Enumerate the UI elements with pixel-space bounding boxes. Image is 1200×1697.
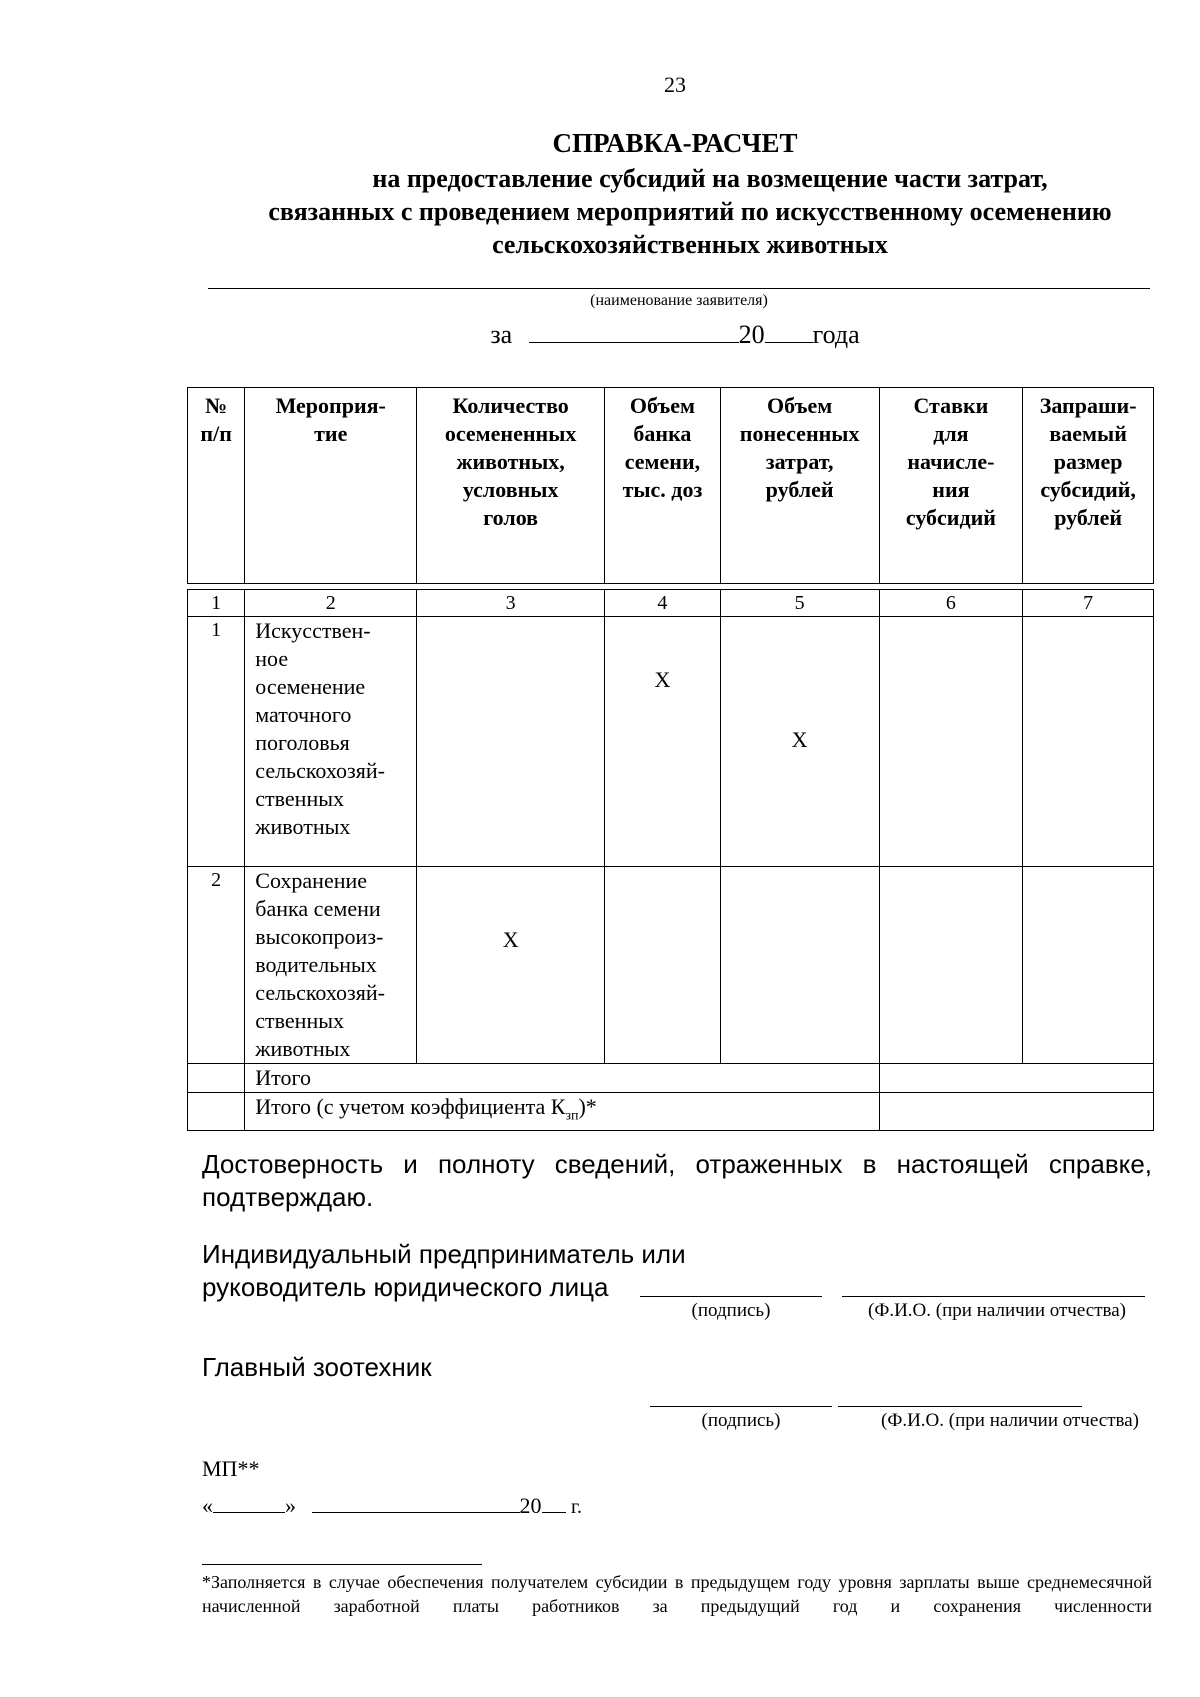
date-suffix: г. — [571, 1496, 582, 1518]
semen-bank-cell — [605, 617, 721, 867]
signer2-signature-line[interactable] — [650, 1406, 832, 1407]
column-number: 4 — [605, 590, 721, 617]
document-subtitle — [200, 162, 1180, 261]
total-value-cell[interactable] — [879, 1064, 1153, 1093]
column-number: 5 — [720, 590, 879, 617]
costs-cell — [720, 617, 879, 867]
table-total-row — [188, 1064, 1154, 1093]
activity-name: Искусствен- ное осеменение маточного поголовья сельскохозяй- ственных животных — [245, 617, 417, 867]
date-year-blank[interactable] — [542, 1490, 566, 1513]
period-month-blank — [529, 316, 739, 343]
costs-cell[interactable] — [720, 867, 879, 1064]
requested-subsidy-cell[interactable] — [1023, 617, 1154, 867]
document-title: СПРАВКА-РАСЧЕТ — [552, 128, 798, 158]
column-number: 6 — [879, 590, 1023, 617]
header-costs: Объем понесенных затрат, рублей — [720, 388, 879, 584]
semen-bank-cell[interactable] — [605, 867, 721, 1064]
date-day-blank[interactable] — [213, 1490, 285, 1513]
total-num-cell — [188, 1064, 245, 1093]
date-open-quote: « — [202, 1493, 213, 1518]
date-close-quote: » — [285, 1493, 296, 1518]
subtitle-line: на предоставление субсидий на возмещение части затрат, — [372, 164, 1048, 193]
table-total-coef-row — [188, 1093, 1154, 1131]
signer1-name-caption: (Ф.И.О. (при наличии отчества) — [868, 1300, 1126, 1321]
chief-zootechnician-label: Главный зоотехник — [202, 1352, 432, 1382]
subsidy-calculation-table — [187, 387, 1154, 1131]
footnote-separator — [202, 1564, 482, 1565]
not-applicable-mark: Х — [791, 727, 808, 752]
confirmation-statement: Достоверность и полноту сведений, отраженных в настоящей справке, подтверждаю. — [202, 1149, 1152, 1212]
table-row-semen-bank — [188, 867, 1154, 1064]
header-rates: Ставки для начисле- ния субсидий — [879, 388, 1023, 584]
subtitle-line: связанных с проведением мероприятий по искусственному осеменению — [268, 197, 1112, 226]
table-row-insemination — [188, 617, 1154, 867]
date-year-prefix: 20 — [519, 1493, 542, 1518]
signer2-sign-caption: (подпись) — [701, 1410, 781, 1431]
total-coef-num-cell — [188, 1093, 245, 1131]
signer1-name-line[interactable] — [842, 1296, 1145, 1297]
total-label: Итого — [245, 1064, 879, 1093]
total-coef-value-cell[interactable] — [879, 1093, 1153, 1131]
total-coef-label: Итого (с учетом коэффициента $К_{зп})*$ — [245, 1093, 879, 1131]
header-activity: Мероприя- тие — [245, 388, 417, 584]
animal-count-cell[interactable] — [417, 617, 605, 867]
period-prefix: за — [490, 320, 513, 349]
period-year-prefix: 20 — [738, 320, 765, 349]
activity-name: Сохранение банка семени высокопроиз- водительных сельскохозяй- ственных животных — [245, 867, 417, 1064]
row-number: 1 — [188, 617, 245, 867]
date-month-blank[interactable] — [312, 1490, 520, 1513]
header-semen-bank: Объем банка семени, тыс. доз — [605, 388, 721, 584]
rate-cell[interactable] — [879, 617, 1023, 867]
page-number: 23 — [664, 72, 686, 97]
table-header-row — [188, 388, 1154, 584]
signer2-name-line[interactable] — [838, 1406, 1082, 1407]
applicant-caption: (наименование заявителя) — [590, 292, 768, 309]
stamp-label: МП** — [202, 1456, 260, 1481]
subtitle-line: сельскохозяйственных животных — [492, 230, 888, 259]
period-suffix: года — [812, 320, 860, 349]
column-number-row — [188, 590, 1154, 617]
animal-count-cell — [417, 867, 605, 1064]
rate-cell[interactable] — [879, 867, 1023, 1064]
footnote-text: *Заполняется в случае обеспечения получателем субсидии в предыдущем году уровня зарплаты выше среднемесячной начисленной заработной платы работников за предыдущий год и сохранения численности — [202, 1572, 1152, 1616]
row-number: 2 — [188, 867, 245, 1064]
applicant-name-line — [208, 288, 1150, 289]
date-row — [202, 1490, 582, 1519]
signer1-sign-caption: (подпись) — [691, 1300, 771, 1321]
not-applicable-mark: Х — [502, 927, 519, 952]
period-row — [0, 316, 1200, 350]
column-number: 2 — [245, 590, 417, 617]
period-year-blank — [765, 316, 813, 343]
requested-subsidy-cell[interactable] — [1023, 867, 1154, 1064]
column-number: 3 — [417, 590, 605, 617]
header-requested-subsidy: Запраши- ваемый размер субсидий, рублей — [1023, 388, 1154, 584]
signer1-signature-line[interactable] — [640, 1296, 822, 1297]
not-applicable-mark: Х — [654, 667, 671, 692]
column-number: 7 — [1023, 590, 1154, 617]
header-animal-count: Количество осемененных животных, условных голов — [417, 388, 605, 584]
signer2-name-caption: (Ф.И.О. (при наличии отчества) — [881, 1410, 1139, 1431]
signer1-label: Индивидуальный предприниматель или руководитель юридического лица — [202, 1239, 686, 1302]
header-num: № п/п — [188, 388, 245, 584]
column-number: 1 — [188, 590, 245, 617]
